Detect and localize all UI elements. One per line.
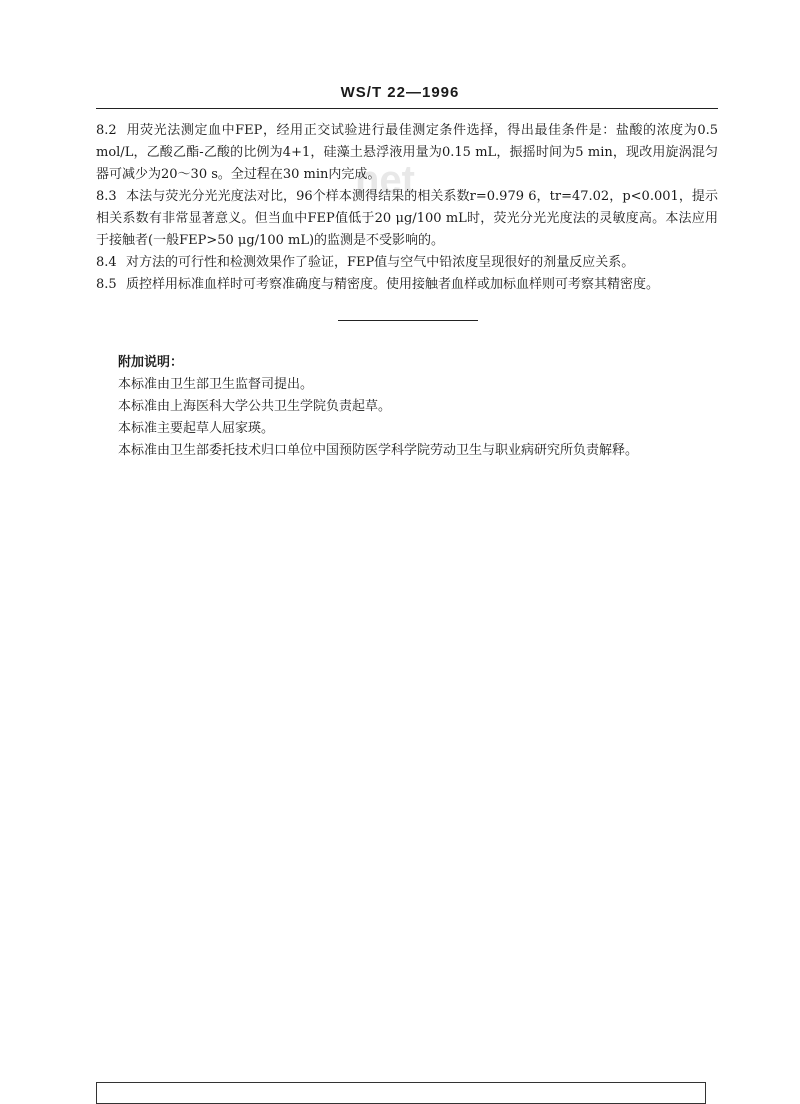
clause-8-2 (96, 120, 718, 186)
clause-8-4 (96, 252, 718, 274)
clause-text: 本法与荧光分光光度法对比，96个样本测得结果的相关系数r=0.979 6，tr=47.02，p<0.001，提示相关系数有非常显著意义。但当血中FEP值低于20 μg/100 mL时，荧光分光光度法的灵敏度高。本法应用于接触者(一般FEP>50 μg/100 mL)的监测是不受影响的。 (96, 189, 718, 248)
notes-line: 本标准由卫生部卫生监督司提出。 (118, 377, 314, 392)
notes-heading: 附加说明： (118, 355, 184, 370)
header-divider (96, 108, 718, 109)
footer-frame (96, 1082, 706, 1104)
clause-8-3 (96, 186, 718, 252)
clause-number: 8.4 (96, 255, 117, 270)
section-end-divider (338, 320, 478, 321)
notes-line: 本标准由卫生部委托技术归口单位中国预防医学科学院劳动卫生与职业病研究所负责解释。 (118, 443, 639, 458)
clause-number: 8.3 (96, 189, 117, 204)
notes-line: 本标准主要起草人屈家瑛。 (118, 421, 275, 436)
notes-line: 本标准由上海医科大学公共卫生学院负责起草。 (118, 399, 392, 414)
additional-notes (118, 352, 718, 462)
watermark: net (355, 158, 415, 202)
clause-text: 对方法的可行性和检测效果作了验证，FEP值与空气中铅浓度呈现很好的剂量反应关系。 (126, 255, 635, 270)
clause-8-5 (96, 274, 718, 296)
clause-text: 质控样用标准血样时可考察准确度与精密度。使用接触者血样或加标血样则可考察其精密度。 (126, 277, 660, 292)
standard-code-header: WS/T 22—1996 (340, 84, 460, 101)
clause-number: 8.5 (96, 277, 117, 292)
clause-number: 8.2 (96, 123, 117, 138)
clause-text: 用荧光法测定血中FEP，经用正交试验进行最佳测定条件选择，得出最佳条件是：盐酸的浓度为0.5 mol/L，乙酸乙酯-乙酸的比例为4+1，硅藻土悬浮液用量为0.15 mL，振摇时间为5 min，现改用旋涡混匀器可减少为20～30 s。全过程在30 min内完成。 (96, 123, 718, 182)
